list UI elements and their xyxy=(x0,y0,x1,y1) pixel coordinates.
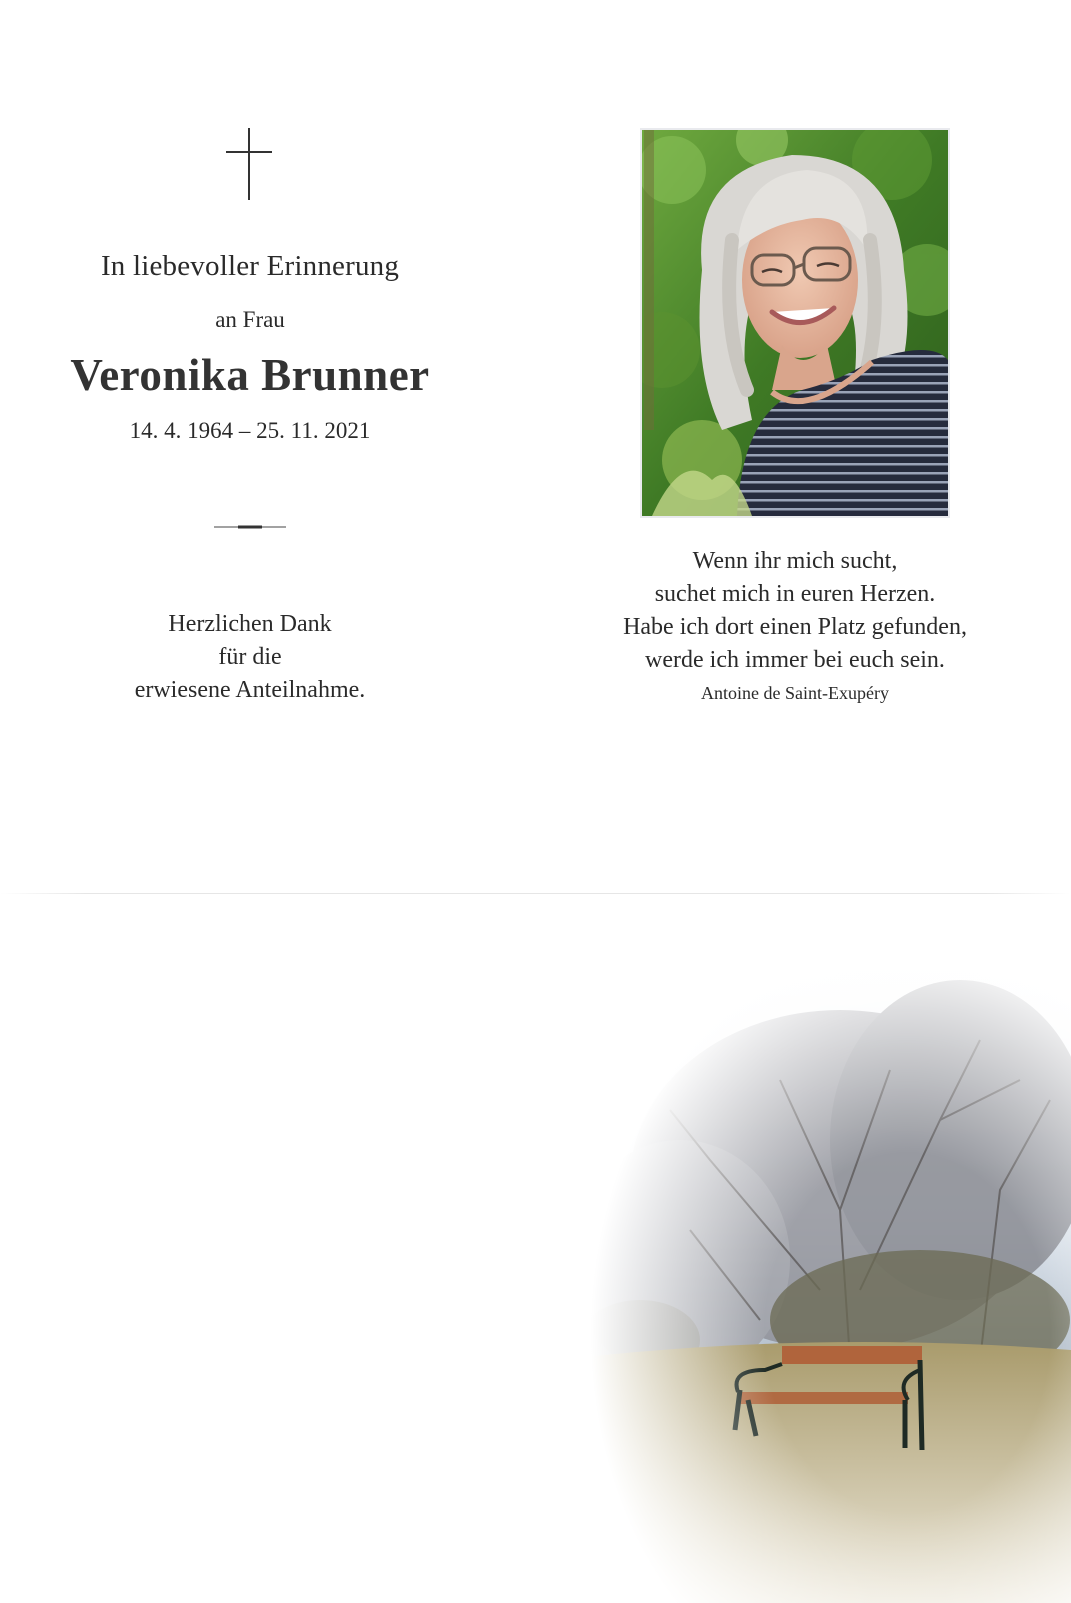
quote-line: Wenn ihr mich sucht, xyxy=(692,548,898,574)
quote-text xyxy=(570,545,1020,677)
life-dates: 14. 4. 1964 – 25. 11. 2021 xyxy=(129,418,371,443)
salutation: an Frau xyxy=(215,307,285,332)
fold-line xyxy=(0,893,1071,894)
portrait-photo xyxy=(642,130,948,516)
thanks-line: Herzlichen Dank xyxy=(168,611,332,637)
quote-line: Habe ich dort einen Platz gefunden, xyxy=(623,614,967,640)
quote-line: suchet mich in euren Herzen. xyxy=(654,581,936,607)
thanks-line: erwiesene Anteilnahme. xyxy=(134,677,366,703)
thanks-message xyxy=(40,608,460,707)
ornament-divider xyxy=(214,524,286,530)
quote-author: Antoine de Saint-Exupéry xyxy=(701,683,889,703)
cross-icon xyxy=(224,128,274,200)
thanks-line: für die xyxy=(218,644,282,670)
quote-line: werde ich immer bei euch sein. xyxy=(645,647,945,673)
landscape-bench-image xyxy=(560,960,1071,1603)
memorial-heading: In liebevoller Erinnerung xyxy=(100,250,400,282)
deceased-name: Veronika Brunner xyxy=(70,350,430,400)
